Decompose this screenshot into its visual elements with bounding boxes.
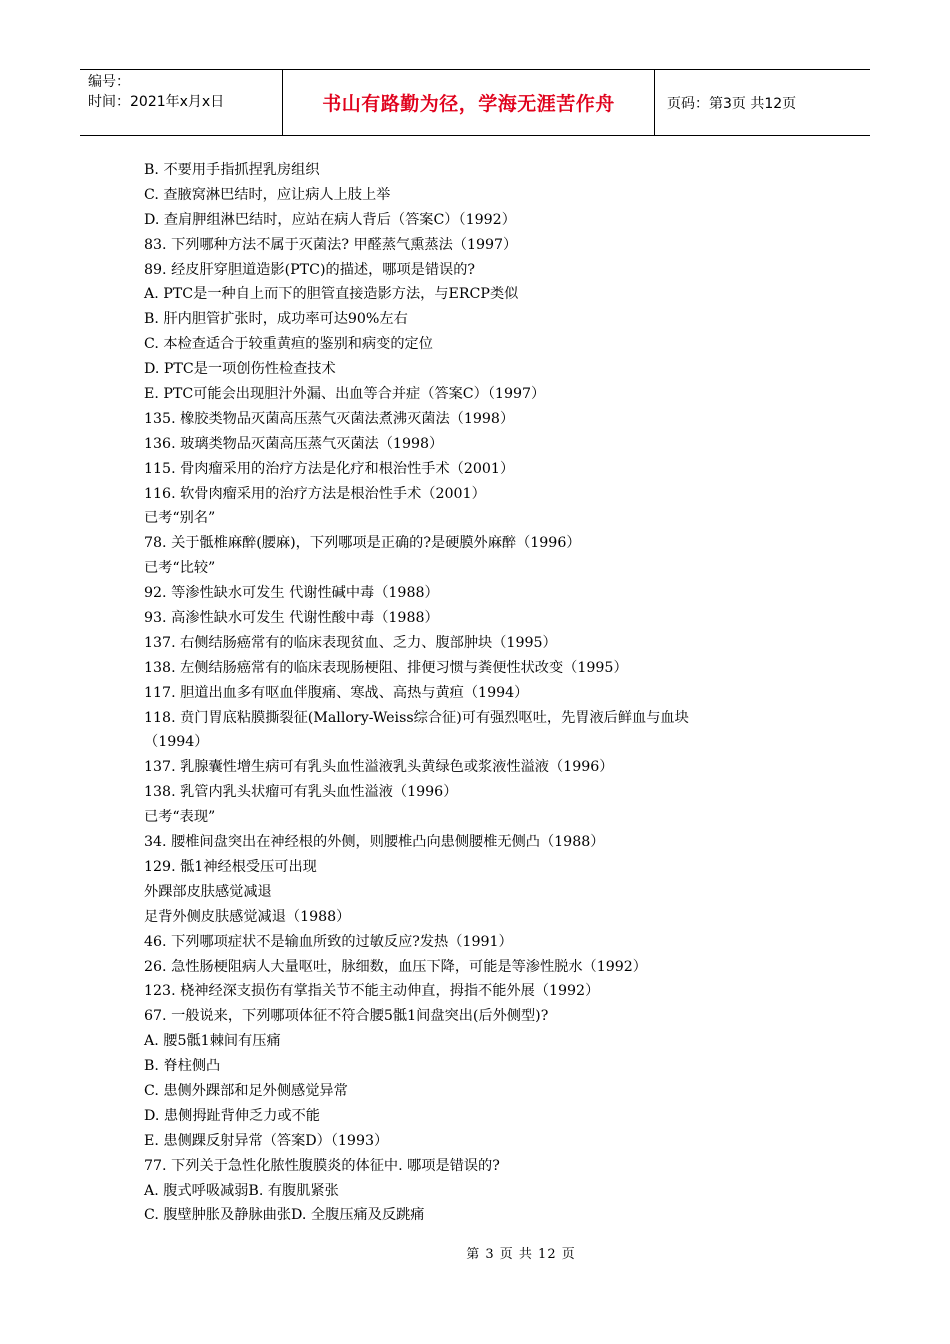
text-line: （1994） [144,734,209,751]
date-label: 时间：2021年x月x日 [88,94,225,110]
text-line: B. 不要用手指抓捏乳房组织 [144,162,320,178]
text-line: 46. 下列哪项症状不是输血所致的过敏反应?发热（1991） [144,933,513,950]
text-line: C. 查腋窝淋巴结时，应让病人上肢上举 [144,186,391,203]
text-line: 138. 左侧结肠癌常有的临床表现肠梗阻、排便习惯与粪便性状改变（1995） [144,659,628,676]
text-line: 136. 玻璃类物品灭菌高压蒸气灭菌法（1998） [144,435,444,452]
text-line: E. PTC可能会出现胆汁外漏、出血等合并症（答案C）（1997） [144,386,546,403]
text-line: E. 患侧踝反射异常（答案D）（1993） [144,1132,389,1149]
page-header [80,69,870,136]
text-line: 116. 软骨肉瘤采用的治疗方法是根治性手术（2001） [144,485,486,502]
text-line: A. 腹式呼吸减弱B. 有腹肌紧张 [144,1182,339,1199]
text-line: 26. 急性肠梗阻病人大量呕吐，脉细数，血压下降，可能是等渗性脱水（1992） [144,958,647,975]
text-line: 93. 高渗性缺水可发生 代谢性酸中毒（1988） [144,610,439,627]
text-line: 83. 下列哪种方法不属于灭菌法? 甲醛蒸气熏蒸法（1997） [144,236,518,253]
section-heading: 已考“比较” [144,560,216,577]
text-line: 92. 等渗性缺水可发生 代谢性碱中毒（1988） [144,585,439,602]
text-line: 137. 乳腺囊性增生病可有乳头血性溢液乳头黄绿色或浆液性溢液（1996） [144,759,614,776]
text-line: 123. 桡神经深支损伤有掌指关节不能主动伸直，拇指不能外展（1992） [144,983,600,1000]
text-line: 77. 下列关于急性化脓性腹膜炎的体征中. 哪项是错误的? [144,1157,500,1174]
text-line: B. 脊柱侧凸 [144,1058,221,1075]
header-page-label: 页码：第3页 共12页 [667,95,797,112]
text-line: A. 腰5骶1棘间有压痛 [144,1033,281,1050]
text-line: 67. 一般说来，下列哪项体征不符合腰5骶1间盘突出(后外侧型)? [144,1008,549,1025]
text-line: 129. 骶1神经根受压可出现 [144,858,317,875]
section-heading: 已考“别名” [144,510,216,527]
text-line: 138. 乳管内乳头状瘤可有乳头血性溢液（1996） [144,784,458,801]
section-heading: 已考“表现” [144,809,216,826]
text-line: B. 肝内胆管扩张时，成功率可达90%左右 [144,311,408,328]
text-line: C. 腹壁肿胀及静脉曲张D. 全腹压痛及反跳痛 [144,1207,425,1224]
text-line: 135. 橡胶类物品灭菌高压蒸气灭菌法煮沸灭菌法（1998） [144,410,515,427]
text-line: 115. 骨肉瘤采用的治疗方法是化疗和根治性手术（2001） [144,460,515,477]
text-line: 78. 关于骶椎麻醉(腰麻)，下列哪项是正确的?是硬膜外麻醉（1996） [144,535,581,552]
text-line: 117. 胆道出血多有呕血伴腹痛、寒战、高热与黄疸（1994） [144,684,529,701]
text-line: 118. 贲门胃底粘膜撕裂征(Mallory-Weiss综合征)可有强烈呕吐，先胃液后鲜血与血块 [144,709,689,726]
text-line: 外踝部皮肤感觉减退 [144,883,272,900]
header-meta [80,70,283,135]
text-line: C. 本检查适合于较重黄疸的鉴别和病变的定位 [144,336,433,353]
page-footer: 第 3 页 共 12 页 [466,1247,576,1262]
text-line: 34. 腰椎间盘突出在神经根的外侧，则腰椎凸向患侧腰椎无侧凸（1988） [144,834,605,851]
text-line: C. 患侧外踝部和足外侧感觉异常 [144,1082,348,1099]
text-line: 89. 经皮肝穿胆道造影(PTC)的描述，哪项是错误的? [144,261,475,278]
text-line: 足背外侧皮肤感觉减退（1988） [144,908,351,925]
text-line: D. 患侧拇趾背伸乏力或不能 [144,1107,320,1124]
text-line: 137. 右侧结肠癌常有的临床表现贫血、乏力、腹部肿块（1995） [144,634,557,651]
number-label: 编号： [88,74,130,90]
text-line: A. PTC是一种自上而下的胆管直接造影方法，与ERCP类似 [144,286,519,303]
text-line: D. PTC是一项创伤性检查技术 [144,361,336,378]
document-body [144,158,844,1228]
header-motto: 书山有路勤为径，学海无涯苦作舟 [283,70,655,135]
text-line: D. 查肩胛组淋巴结时，应站在病人背后（答案C）（1992） [144,211,516,228]
